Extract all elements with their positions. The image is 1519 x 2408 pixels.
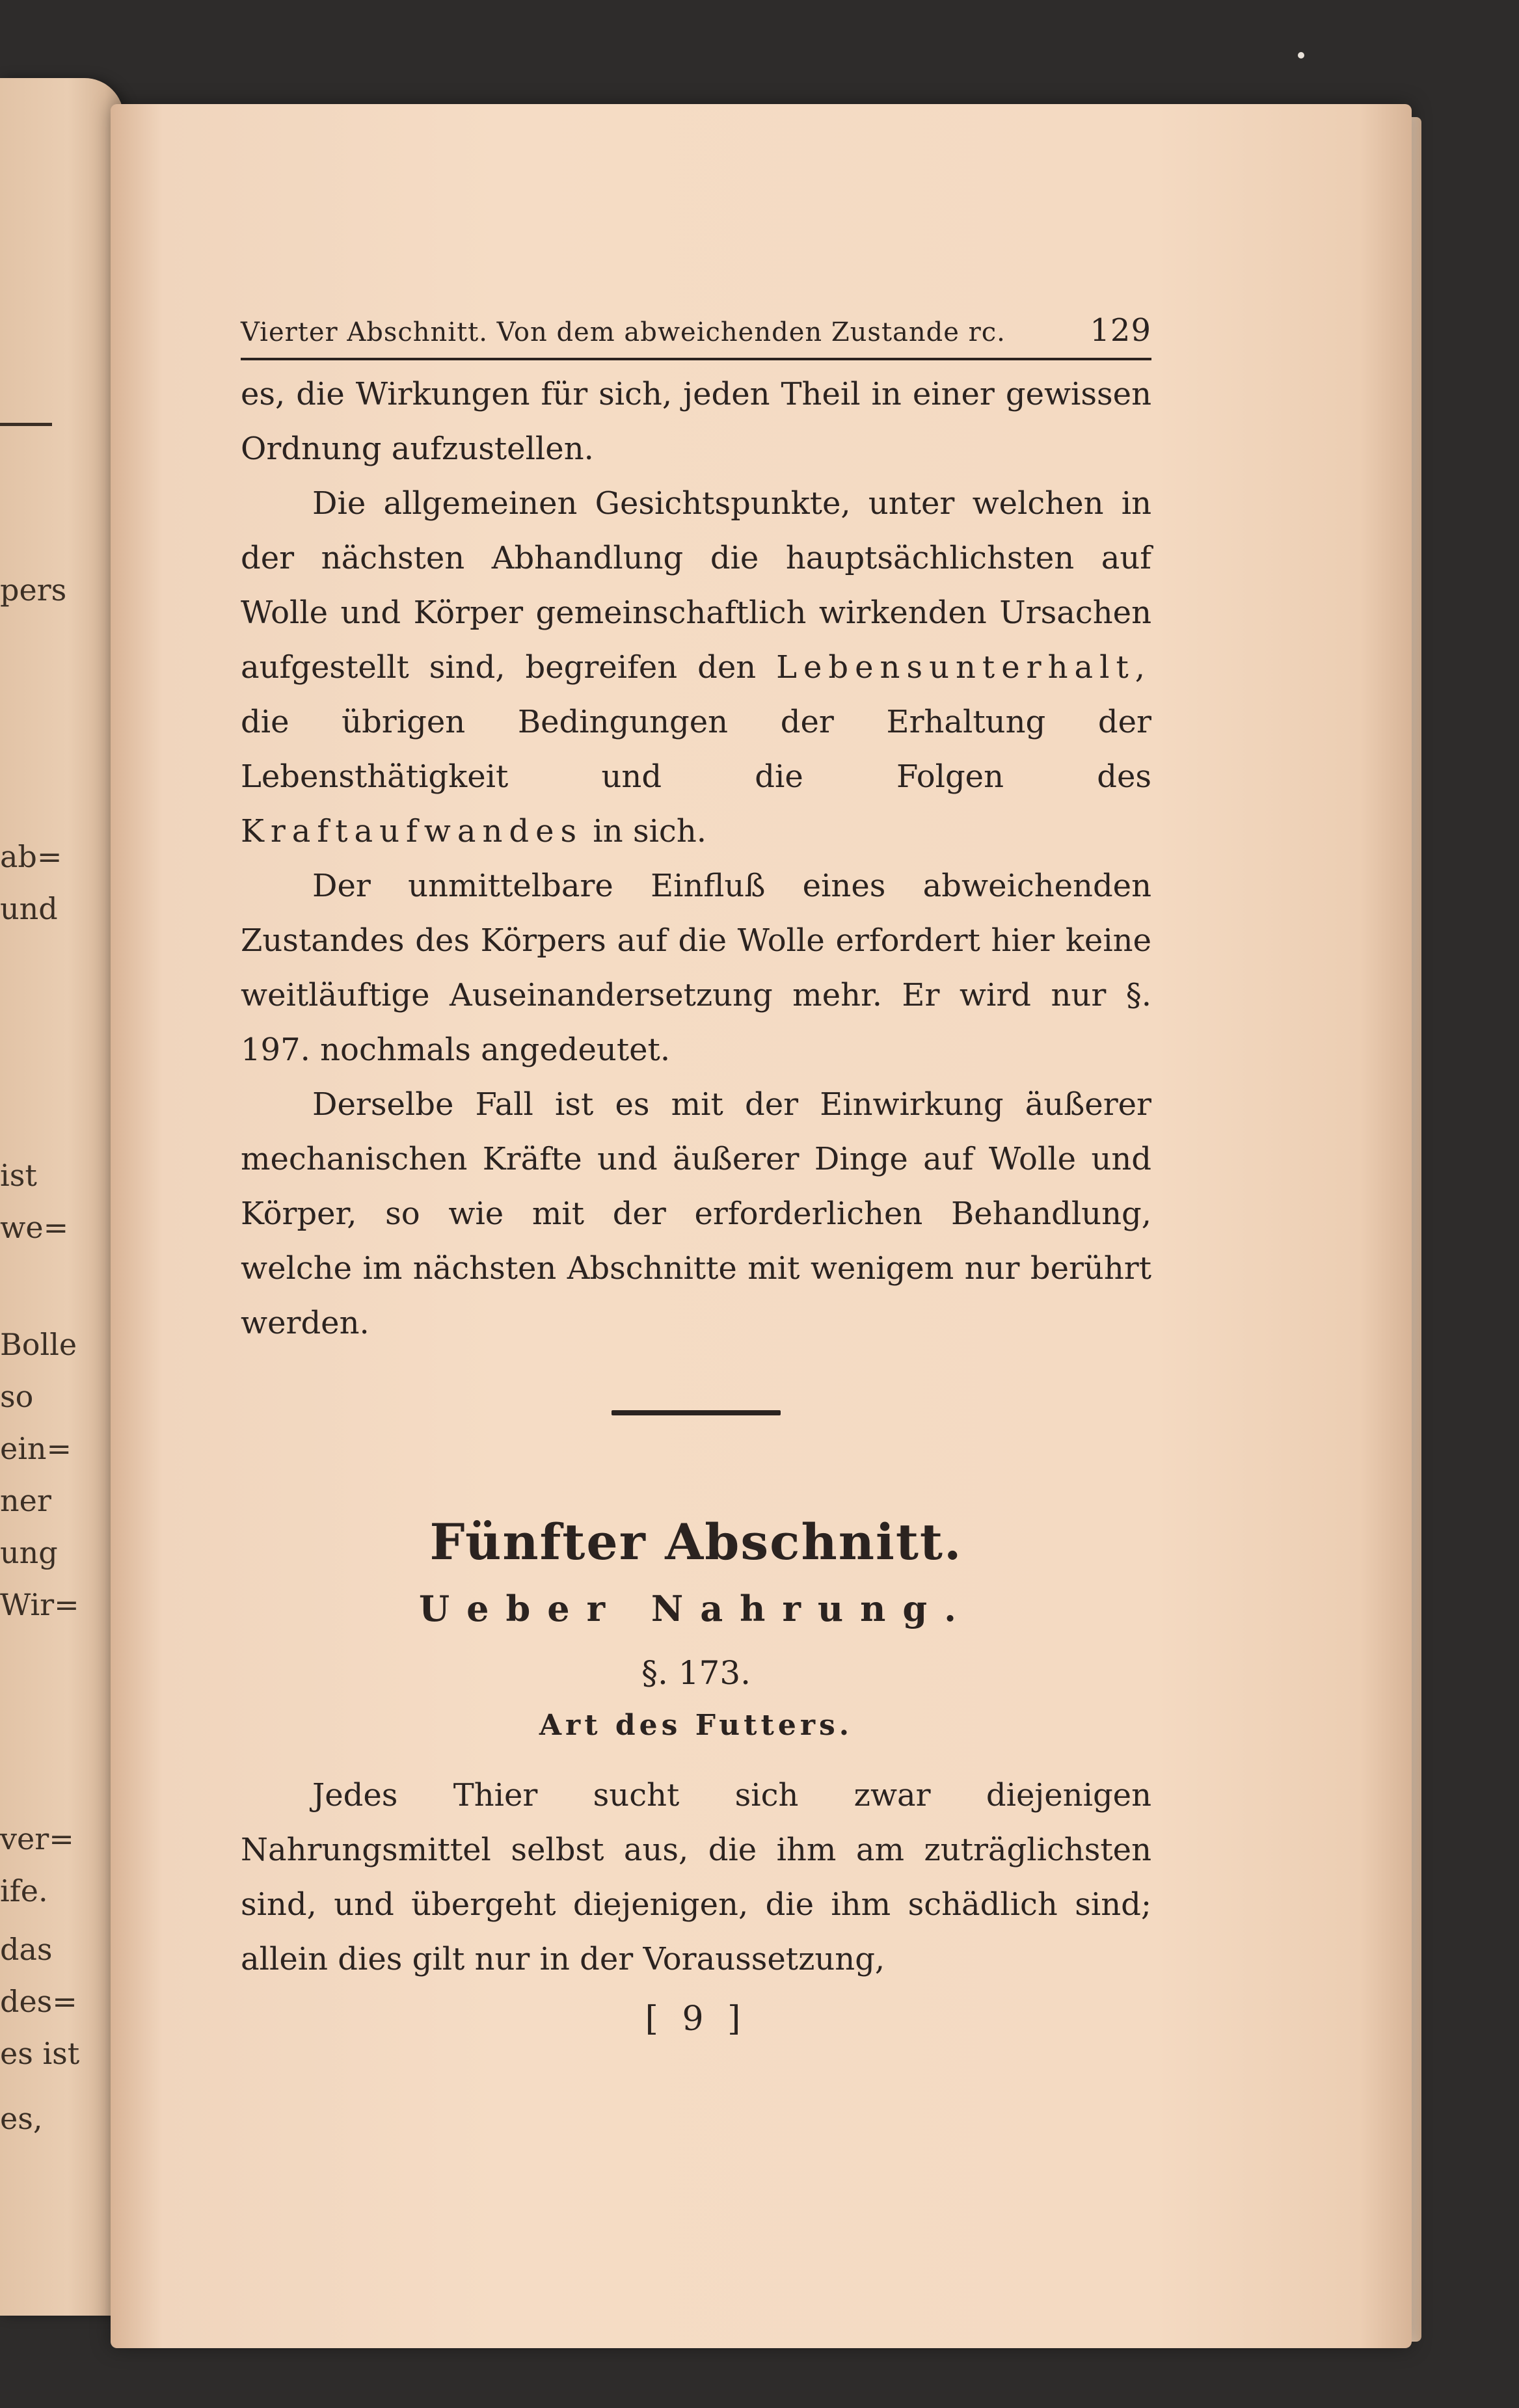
- left-page-fragment: ung: [0, 1535, 58, 1570]
- paragraph-continuation: [241, 367, 1151, 476]
- section-title: Fünfter Abschnitt.: [429, 1513, 963, 1571]
- paragraph-text: Die allgemeinen Gesichtspunkte, unter welchen in der nächsten Abhandlung die hauptsächlichsten auf Wolle und Körper gemeinschaftlich wirkenden Ursachen aufgestellt sind, begreifen den: [241, 485, 1151, 686]
- section-subtitle: Ueber Nahrung.: [419, 1588, 973, 1629]
- left-page-fragment: ab=: [0, 839, 62, 874]
- paragraph-mechanical: Derselbe Fall ist es mit der Einwirkung äußerer mechanischen Kräfte und äußerer Dinge auf Wolle und Körper, so wie mit der erforderlichen Behandlung, welche im nächsten Abschnitte mit wenigem nur berührt werden.: [241, 1086, 1151, 1341]
- running-head: [241, 312, 1151, 360]
- paragraph-text: in sich.: [593, 813, 706, 849]
- dust-speck: [1298, 52, 1304, 59]
- page-number: 129: [1090, 312, 1151, 349]
- paragraph-section-body: Jedes Thier sucht sich zwar diejenigen Nahrungsmittel selbst aus, die ihm am zuträglichsten sind, und übergeht diejenigen, die ihm schädlich sind; allein dies gilt nur in der Voraussetzung,: [241, 1777, 1151, 1977]
- left-page-fragment: es,: [0, 2101, 43, 2136]
- page-content: [241, 312, 1151, 2039]
- left-page-fragment: und: [0, 891, 58, 926]
- left-page-fragment: so: [0, 1379, 34, 1414]
- left-page-fragment: ner: [0, 1483, 51, 1518]
- left-page-fragment: pers: [0, 572, 67, 608]
- running-head-title: Vierter Abschnitt. Von dem abweichenden Zustande rc.: [241, 317, 1006, 347]
- left-page-fragment: es ist: [0, 2036, 80, 2071]
- left-page-fragment: Wir=: [0, 1587, 79, 1622]
- signature-mark: [ 9 ]: [645, 2000, 747, 2039]
- emphasized-term: Kraftaufwandes: [241, 813, 584, 849]
- left-facing-page: [0, 78, 124, 2316]
- paragraph-overview: [241, 476, 1151, 859]
- paragraph-influence: Der unmittelbare Einfluß eines abweichenden Zustandes des Körpers auf die Wolle erfordert hier keine weitläuftige Auseinandersetzung mehr. Er wird nur §. 197. nochmals angedeutet.: [241, 868, 1151, 1068]
- left-page-fragment: das: [0, 1932, 53, 1967]
- left-page-rule: [0, 423, 52, 426]
- section-number: §. 173.: [641, 1654, 751, 1692]
- left-page-fragment: ein=: [0, 1431, 72, 1466]
- left-page-fragment: des=: [0, 1984, 77, 2019]
- left-page-fragment: we=: [0, 1210, 69, 1245]
- paragraph-text: die übrigen Bedingungen der Erhaltung der Lebensthätigkeit und die Folgen des: [241, 704, 1151, 795]
- left-page-fragment: ife.: [0, 1873, 48, 1908]
- emphasized-term: Lebensunterhalt,: [776, 649, 1151, 686]
- section-divider: [612, 1410, 781, 1415]
- left-page-fragment: ist: [0, 1158, 37, 1193]
- left-page-fragment: ver=: [0, 1821, 74, 1856]
- left-page-fragment: Bolle: [0, 1327, 77, 1362]
- section-heading: Art des Futters.: [539, 1709, 854, 1742]
- paragraph-text: es, die Wirkungen für sich, jeden Theil in einer gewissen Ordnung aufzustellen.: [241, 376, 1151, 467]
